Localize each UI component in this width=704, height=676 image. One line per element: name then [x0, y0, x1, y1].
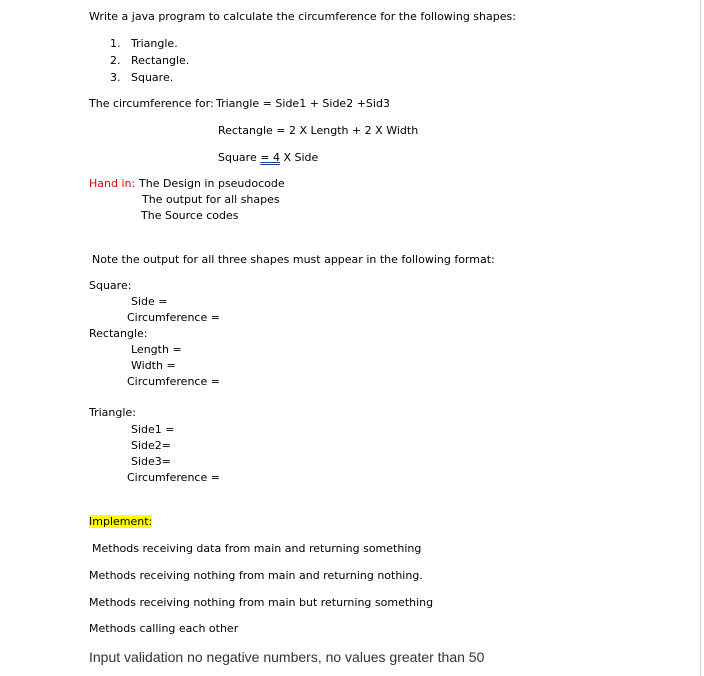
list-item-square: Square.: [131, 71, 174, 84]
format-triangle-title: Triangle:: [89, 406, 136, 419]
hand-in-item: The Source codes: [141, 209, 239, 222]
format-rectangle-line: Circumference =: [127, 375, 220, 388]
implement-item: Methods receiving nothing from main and returning nothing.: [89, 569, 423, 582]
format-rectangle-line: Length =: [131, 343, 182, 356]
hand-in-item: The Design in pseudocode: [139, 177, 285, 190]
list-number: 2.: [110, 54, 121, 67]
input-validation-note: Input validation no negative numbers, no values greater than 50: [89, 649, 485, 665]
format-rectangle-line: Width =: [131, 359, 176, 372]
page-edge: [700, 0, 701, 676]
square-formula-underlined: = 4: [260, 151, 280, 164]
format-square-line: Circumference =: [127, 311, 220, 324]
format-triangle-line: Side2=: [131, 439, 172, 452]
implement-highlight: Implement:: [89, 515, 153, 528]
square-formula-suffix: X Side: [279, 151, 319, 164]
hand-in-item: The output for all shapes: [142, 193, 280, 206]
format-square-title: Square:: [89, 279, 132, 292]
format-rectangle-title: Rectangle:: [89, 327, 148, 340]
square-formula-prefix: Square: [218, 151, 261, 164]
format-triangle-line: Side1 =: [131, 423, 175, 436]
list-item-rectangle: Rectangle.: [131, 54, 190, 67]
triangle-formula: Triangle = Side1 + Side2 +Sid3: [216, 97, 390, 110]
formulas-lead: The circumference for:: [89, 97, 214, 110]
implement-label: [89, 515, 152, 528]
list-number: 1.: [110, 37, 121, 50]
rectangle-formula: Rectangle = 2 X Length + 2 X Width: [218, 124, 419, 137]
output-note: Note the output for all three shapes must appear in the following format:: [92, 253, 495, 266]
implement-item: Methods receiving data from main and returning something: [92, 542, 422, 555]
list-number: 3.: [110, 71, 121, 84]
task-intro: Write a java program to calculate the circumference for the following shapes:: [89, 10, 516, 23]
format-triangle-line: Side3=: [131, 455, 172, 468]
implement-item: Methods calling each other: [89, 622, 239, 635]
implement-item: Methods receiving nothing from main but returning something: [89, 596, 434, 609]
list-item-triangle: Triangle.: [131, 37, 178, 50]
square-formula: [218, 151, 318, 164]
format-square-line: Side =: [131, 295, 168, 308]
hand-in-label: Hand in:: [89, 177, 136, 190]
format-triangle-line: Circumference =: [127, 471, 220, 484]
